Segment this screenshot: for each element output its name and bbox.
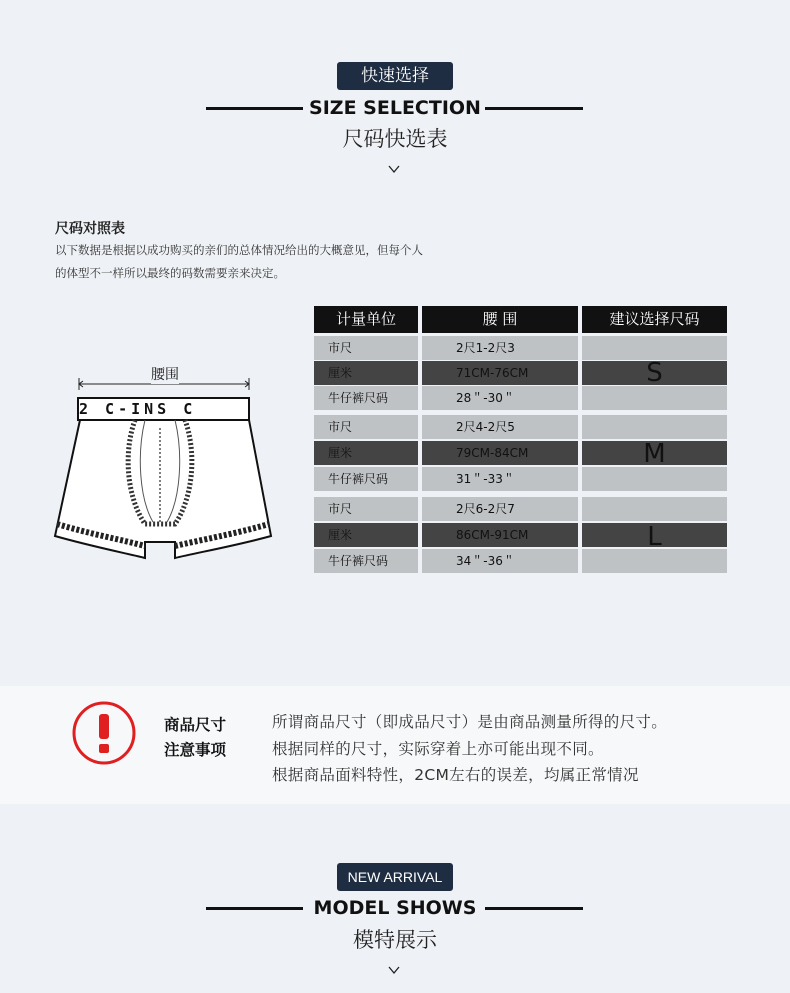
unit-cell: 市尺 [328, 502, 353, 516]
section-badge: 快速选择 [337, 62, 453, 90]
table-header-size: 建议选择尺码 [582, 306, 727, 333]
table-row [314, 336, 727, 360]
size-value: S [646, 358, 663, 388]
chart-intro-line: 的体型不一样所以最终的码数需要亲来决定。 [55, 266, 285, 280]
size-value: M [643, 439, 666, 469]
unit-cell: 厘米 [328, 528, 353, 542]
table-header-unit: 计量单位 [314, 306, 418, 333]
unit-cell: 市尺 [328, 420, 353, 434]
exclamation-circle-icon [71, 700, 137, 766]
section-title-cn: 尺码快选表 [342, 127, 448, 151]
waist-cell: 28＂-30＂ [456, 391, 515, 405]
table-row [314, 386, 727, 410]
unit-cell: 牛仔裤尺码 [328, 554, 389, 568]
waist-cell: 31＂-33＂ [456, 472, 515, 486]
waist-label: 腰围 [151, 364, 179, 384]
table-row [314, 549, 727, 573]
chart-intro-title: 尺码对照表 [55, 221, 125, 237]
notice-label: 注意事项 [164, 741, 227, 759]
table-row [314, 415, 727, 439]
unit-cell: 牛仔裤尺码 [328, 391, 389, 405]
unit-cell: 厘米 [328, 446, 353, 460]
waist-cell: 2尺6-2尺7 [456, 502, 515, 516]
section-title-en: SIZE SELECTION [309, 97, 481, 119]
underwear-diagram [45, 358, 285, 578]
waist-cell: 34＂-36＂ [456, 554, 515, 568]
table-row [314, 497, 727, 521]
waist-cell: 2尺1-2尺3 [456, 341, 515, 355]
waist-cell: 2尺4-2尺5 [456, 420, 515, 434]
chart-intro-line: 以下数据是根据以成功购买的亲们的总体情况给出的大概意见，但每个人 [55, 243, 423, 257]
chevron-down-icon [387, 965, 401, 975]
table-row [314, 467, 727, 491]
notice-label: 商品尺寸 [164, 716, 227, 734]
boxer-brief-illustration [45, 358, 285, 578]
waist-cell: 71CM-76CM [456, 366, 529, 380]
waistband-logo-text: 2 C-INS C [79, 400, 197, 418]
chevron-down-icon [387, 164, 401, 174]
notice-text: 根据商品面料特性，2CM左右的误差，均属正常情况 [272, 766, 639, 784]
unit-cell: 厘米 [328, 366, 353, 380]
waist-cell: 79CM-84CM [456, 446, 529, 460]
section-title-cn: 模特展示 [353, 928, 437, 952]
size-value: L [647, 522, 662, 552]
size-notice [0, 686, 790, 804]
section-title-en: MODEL SHOWS [313, 897, 477, 919]
section-badge: NEW ARRIVAL [337, 863, 453, 891]
unit-cell: 市尺 [328, 341, 353, 355]
notice-text: 所谓商品尺寸（即成品尺寸）是由商品测量所得的尺寸。 [272, 713, 668, 731]
table-header-waist: 腰 围 [422, 306, 578, 333]
notice-text: 根据同样的尺寸，实际穿着上亦可能出现不同。 [272, 740, 604, 758]
waist-cell: 86CM-91CM [456, 528, 529, 542]
unit-cell: 牛仔裤尺码 [328, 472, 389, 486]
